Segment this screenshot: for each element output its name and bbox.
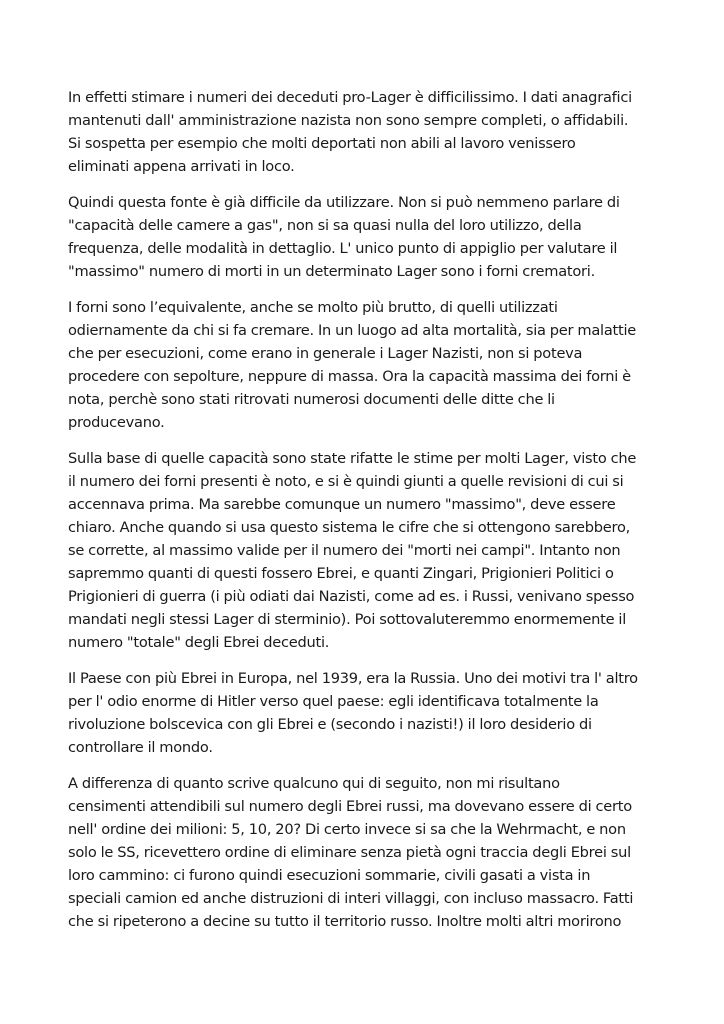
paragraph-1	[68, 86, 658, 178]
text-line: mandati negli stessi Lager di sterminio). Poi sottovaluteremmo enormemente il	[68, 611, 626, 628]
text-line: chiaro. Anche quando si usa questo sistema le cifre che si ottengono sarebbero,	[68, 519, 631, 536]
document-page	[68, 86, 658, 946]
text-line: frequenza, delle modalità in dettaglio. L' unico punto di appiglio per valutare il	[68, 240, 618, 257]
paragraph-3	[68, 296, 658, 434]
text-line: sapremmo quanti di questi fossero Ebrei, e quanti Zingari, Prigionieri Politici o	[68, 565, 614, 582]
text-line: accennava prima. Ma sarebbe comunque un numero "massimo", deve essere	[68, 496, 616, 513]
text-line: controllare il mondo.	[68, 739, 213, 756]
text-line: I forni sono l’equivalente, anche se molto più brutto, di quelli utilizzati	[68, 299, 558, 316]
text-line: "massimo" numero di morti in un determinato Lager sono i forni crematori.	[68, 263, 595, 280]
text-line: In effetti stimare i numeri dei deceduti pro-Lager è difficilissimo. I dati anagrafici	[68, 89, 632, 106]
text-line: Quindi questa fonte è già difficile da utilizzare. Non si può nemmeno parlare di	[68, 194, 620, 211]
paragraph-6	[68, 772, 658, 933]
text-line: rivoluzione bolscevica con gli Ebrei e (secondo i nazisti!) il loro desiderio di	[68, 716, 592, 733]
text-line: solo le SS, ricevettero ordine di eliminare senza pietà ogni traccia degli Ebrei sul	[68, 844, 631, 861]
text-line: Il Paese con più Ebrei in Europa, nel 1939, era la Russia. Uno dei motivi tra l' altro	[68, 670, 638, 687]
text-line: nell' ordine dei milioni: 5, 10, 20? Di certo invece si sa che la Wehrmacht, e non	[68, 821, 626, 838]
paragraph-4	[68, 447, 658, 654]
text-line: il numero dei forni presenti è noto, e si è quindi giunti a quelle revisioni di cui si	[68, 473, 624, 490]
text-line: Prigionieri di guerra (i più odiati dai Nazisti, come ad es. i Russi, venivano spesso	[68, 588, 635, 605]
text-line: nota, perchè sono stati ritrovati numerosi documenti delle ditte che li	[68, 391, 555, 408]
text-line: Sulla base di quelle capacità sono state rifatte le stime per molti Lager, visto che	[68, 450, 637, 467]
text-line: mantenuti dall' amministrazione nazista non sono sempre completi, o affidabili.	[68, 112, 629, 129]
text-line: per l' odio enorme di Hitler verso quel paese: egli identificava totalmente la	[68, 693, 599, 710]
text-line: loro cammino: ci furono quindi esecuzioni sommarie, civili gasati a vista in	[68, 867, 591, 884]
paragraph-5	[68, 667, 658, 759]
text-line: "capacità delle camere a gas", non si sa quasi nulla del loro utilizzo, della	[68, 217, 582, 234]
text-line: eliminati appena arrivati in loco.	[68, 158, 295, 175]
text-line: odiernamente da chi si fa cremare. In un luogo ad alta mortalità, sia per malattie	[68, 322, 637, 339]
text-line: producevano.	[68, 414, 165, 431]
text-line: A differenza di quanto scrive qualcuno qui di seguito, non mi risultano	[68, 775, 560, 792]
text-line: numero "totale" degli Ebrei deceduti.	[68, 634, 330, 651]
text-line: censimenti attendibili sul numero degli Ebrei russi, ma dovevano essere di certo	[68, 798, 632, 815]
paragraph-2	[68, 191, 658, 283]
text-line: se corrette, al massimo valide per il numero dei "morti nei campi". Intanto non	[68, 542, 621, 559]
text-line: che per esecuzioni, come erano in generale i Lager Nazisti, non si poteva	[68, 345, 583, 362]
text-line: Si sospetta per esempio che molti deportati non abili al lavoro venissero	[68, 135, 576, 152]
text-line: speciali camion ed anche distruzioni di interi villaggi, con incluso massacro. Fatti	[68, 890, 634, 907]
text-line: che si ripeterono a decine su tutto il territorio russo. Inoltre molti altri morirono	[68, 913, 622, 930]
text-line: procedere con sepolture, neppure di massa. Ora la capacità massima dei forni è	[68, 368, 631, 385]
